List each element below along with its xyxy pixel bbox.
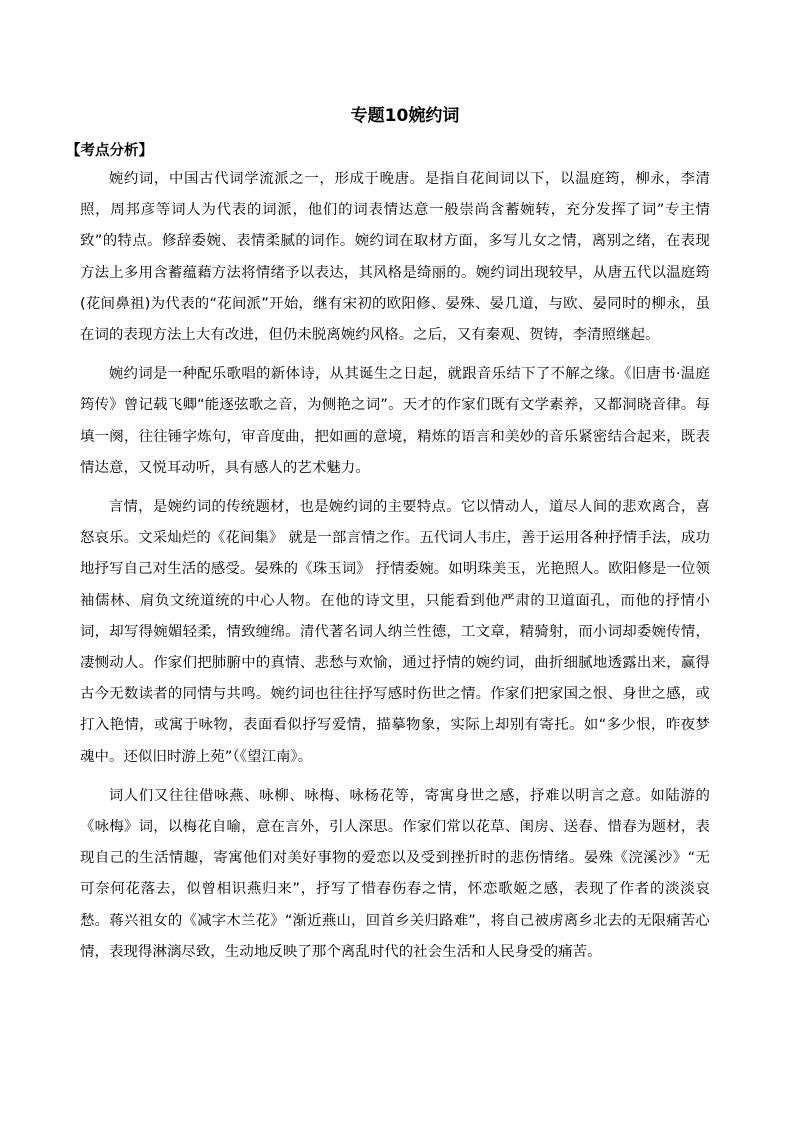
paragraph-3: 言情，是婉约词的传统题材，也是婉约词的主要特点。它以情动人，道尽人间的悲欢离合，喜怒哀乐。文采灿烂的《花间集》 就是一部言情之作。五代词人韦庄，善于运用各种抒情手法，成功地抒写自己对生活的感受。晏殊的《珠玉词》 抒情委婉。如明珠美玉，光艳照人。欧阳修是一位领袖儒林、肩负文统道统的中心人物。在他的诗文里，只能看到他严肃的卫道面孔，而他的抒情小词，却写得婉媚轻柔，情致缠绵。清代著名词人纳兰性德，工文章，精骑射，而小词却委婉传情，凄恻动人。作家们把肺腑中的真情、悲愁与欢愉，通过抒情的婉约词，曲折细腻地透露出来，赢得古今无数读者的同情与共鸣。婉约词也往往抒写感时伤世之情。作家们把家国之恨、身世之感，或打入艳情，或寓于咏物，表面看似抒写爱情，描摹物象，实际上却别有寄托。如“多少恨，昨夜梦魂中。还似旧时游上苑”（《望江南》。 xyxy=(80,499,710,765)
document-title: 专题10婉约词 xyxy=(350,106,460,126)
paragraph-1: 婉约词，中国古代词学流派之一，形成于晚唐。是指自花间词以下，以温庭筠，柳永，李清照，周邦彦等词人为代表的词派，他们的词表情达意一般崇尚含蓄婉转，充分发挥了词”专主情致”的特点。修辞委婉、表情柔腻的词作。婉约词在取材方面，多写儿女之情，离别之绪，在表现方法上多用含蓄蕴藉方法将情绪予以表达，其风格是绮丽的。婉约词出现较早，从唐五代以温庭筠(花间鼻祖)为代表的“花间派”开始，继有宋初的欧阳修、晏殊、晏几道，与欧、晏同时的柳永，虽在词的表现方法上大有改进，但仍未脱离婉约风格。之后，又有秦观、贺铸，李清照继起。 xyxy=(80,171,710,344)
paragraph-4: 词人们又往往借咏燕、咏柳、咏梅、咏杨花等，寄寓身世之感，抒难以明言之意。如陆游的《咏梅》词，以梅花自喻，意在言外，引人深思。作家们常以花草、闺房、送春、惜春为题材，表现自己的生活情趣，寄寓他们对美好事物的爱恋以及受到挫折时的悲伤情绪。晏殊《浣溪沙》“无可奈何花落去，似曾相识燕归来”，抒写了惜春伤春之情，怀恋歌姬之感，表现了作者的淡淡哀愁。蒋兴祖女的《减字木兰花》“渐近燕山，回首乡关归路难”，将自己被虏离乡北去的无限痛苦心情，表现得淋漓尽致，生动地反映了那个离乱时代的社会生活和人民身受的痛苦。 xyxy=(80,787,710,960)
section-heading: 【考点分析】 xyxy=(66,143,153,159)
paragraph-2: 婉约词是一种配乐歌唱的新体诗，从其诞生之日起，就跟音乐结下了不解之缘。《旧唐书·温庭筠传》曾记载飞卿“能逐弦歌之音，为侧艳之词”。天才的作家们既有文学素养，又都洞晓音律。每填一阕，往往锤字炼句，审音度曲，把如画的意境，精炼的语言和美妙的音乐紧密结合起来，既表情达意，又悦耳动听，具有感人的艺术魅力。 xyxy=(80,366,710,476)
